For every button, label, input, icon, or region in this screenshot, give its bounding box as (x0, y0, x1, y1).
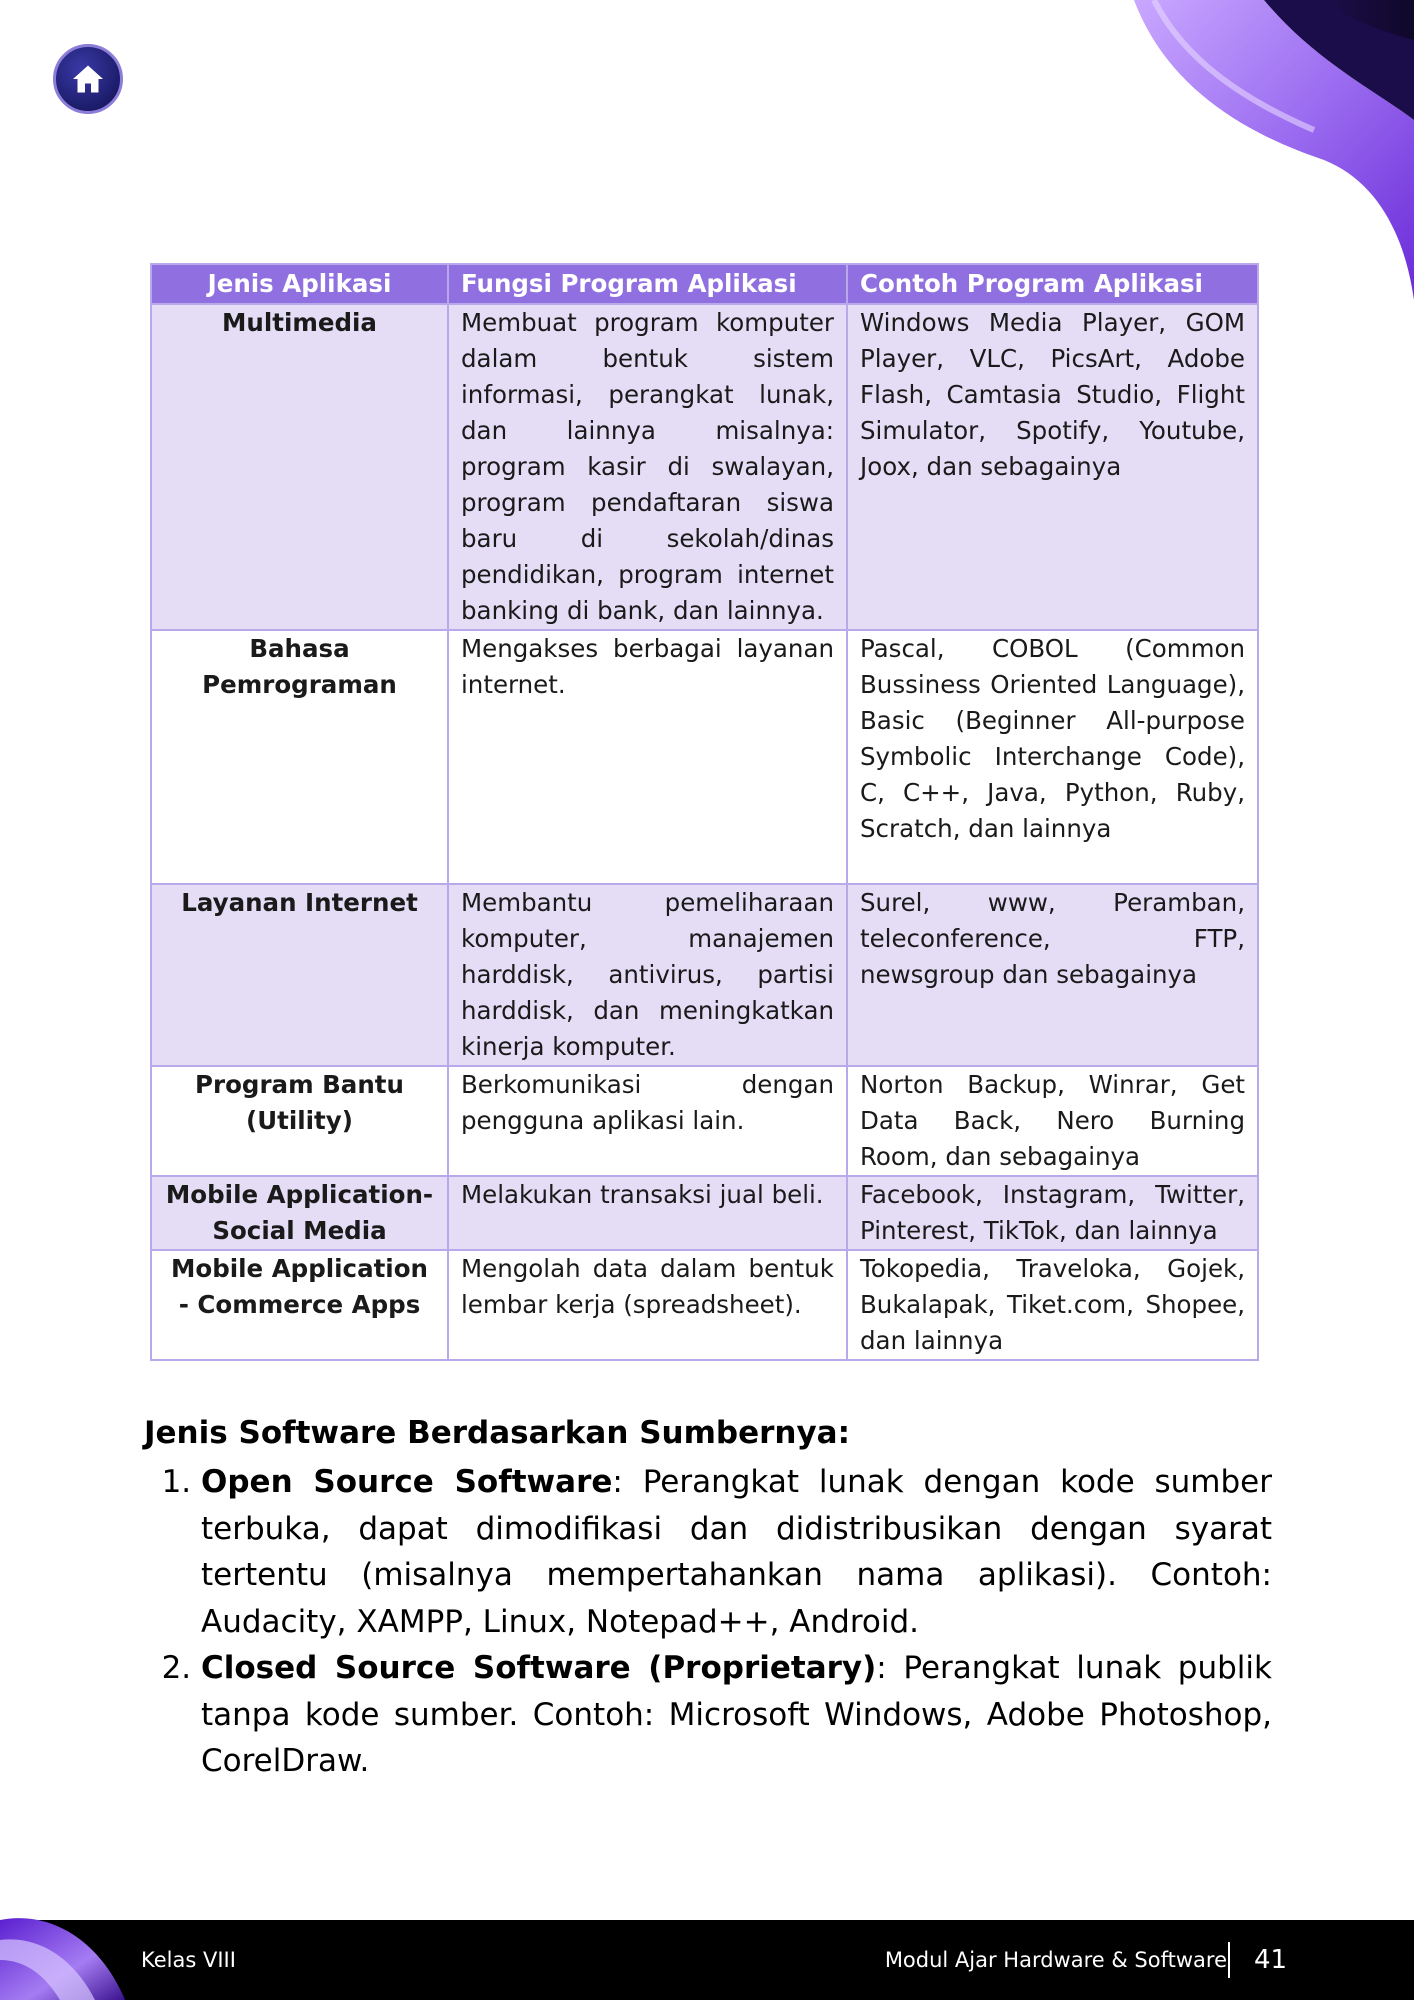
row-fungsi: Mengakses berbagai layanan internet. (448, 630, 847, 884)
footer-module-title: Modul Ajar Hardware & Software (884, 1948, 1227, 1972)
table-row (151, 1250, 1258, 1360)
table-row (151, 1066, 1258, 1176)
footer-class-label: Kelas VIII (141, 1948, 236, 1972)
home-button[interactable] (53, 44, 123, 114)
software-type-list (144, 1459, 1272, 1785)
list-item-term: Open Source Software (201, 1464, 613, 1500)
list-item (201, 1459, 1272, 1645)
table-row (151, 630, 1258, 884)
row-name: Mobile Application-Social Media (151, 1176, 448, 1250)
table-row (151, 884, 1258, 1066)
row-contoh: Pascal, COBOL (Common Bussiness Oriented Language), Basic (Beginner All-purpose Symbolic Interchange Code), C, C++, Java, Python, Ruby, Scratch, dan lainnya (847, 630, 1258, 884)
row-fungsi: Melakukan transaksi jual beli. (448, 1176, 847, 1250)
table-row (151, 304, 1258, 630)
footer-divider (1228, 1942, 1230, 1978)
row-contoh: Windows Media Player, GOM Player, VLC, PicsArt, Adobe Flash, Camtasia Studio, Flight Simulator, Spotify, Youtube, Joox, dan sebagainya (847, 304, 1258, 630)
row-contoh: Facebook, Instagram, Twitter, Pinterest, TikTok, dan lainnya (847, 1176, 1258, 1250)
row-contoh: Norton Backup, Winrar, Get Data Back, Nero Burning Room, dan sebagainya (847, 1066, 1258, 1176)
row-name: Mobile Application - Commerce Apps (151, 1250, 448, 1360)
list-item-term: Closed Source Software (Proprietary) (201, 1650, 877, 1686)
section-title: Jenis Software Berdasarkan Sumbernya: (144, 1415, 850, 1451)
row-fungsi: Membantu pemeliharaan komputer, manajemen harddisk, antivirus, partisi harddisk, dan meningkatkan kinerja komputer. (448, 884, 847, 1066)
row-fungsi: Mengolah data dalam bentuk lembar kerja (spreadsheet). (448, 1250, 847, 1360)
row-contoh: Tokopedia, Traveloka, Gojek, Bukalapak, Tiket.com, Shopee, dan lainnya (847, 1250, 1258, 1360)
row-fungsi: Berkomunikasi dengan pengguna aplikasi lain. (448, 1066, 847, 1176)
row-contoh: Surel, www, Peramban, teleconference, FTP, newsgroup dan sebagainya (847, 884, 1258, 1066)
page-footer (0, 1920, 1414, 2000)
list-item-desc: : Perangkat lunak dengan kode sumber terbuka, dapat dimodifikasi dan didistribusikan dengan syarat tertentu (misalnya mempertahankan nama aplikasi). Contoh: Audacity, XAMPP, Linux, Notepad++, Android. (201, 1464, 1273, 1640)
row-name: Bahasa Pemrograman (151, 630, 448, 884)
decorative-wave-bottom-left (0, 1910, 140, 2000)
home-icon (70, 61, 106, 97)
header-jenis-aplikasi: Jenis Aplikasi (151, 264, 448, 304)
table-header-row (151, 264, 1258, 304)
row-name: Layanan Internet (151, 884, 448, 1066)
list-item (201, 1645, 1272, 1785)
table-row (151, 1176, 1258, 1250)
application-types-table (150, 263, 1257, 1361)
decorative-wave-top-right (1014, 0, 1414, 300)
software-source-section (144, 1415, 1272, 1785)
list-item-desc: : Perangkat lunak publik tanpa kode sumber. Contoh: Microsoft Windows, Adobe Photoshop, CorelDraw. (201, 1650, 1272, 1779)
page-number: 41 (1254, 1945, 1288, 1975)
row-name: Multimedia (151, 304, 448, 630)
row-name: Program Bantu (Utility) (151, 1066, 448, 1176)
header-contoh-program: Contoh Program Aplikasi (847, 264, 1258, 304)
row-fungsi: Membuat program komputer dalam bentuk sistem informasi, perangkat lunak, dan lainnya misalnya: program kasir di swalayan, program pendaftaran siswa baru di sekolah/dinas pendidikan, program internet banking di bank, dan lainnya. (448, 304, 847, 630)
header-fungsi-program: Fungsi Program Aplikasi (448, 264, 847, 304)
